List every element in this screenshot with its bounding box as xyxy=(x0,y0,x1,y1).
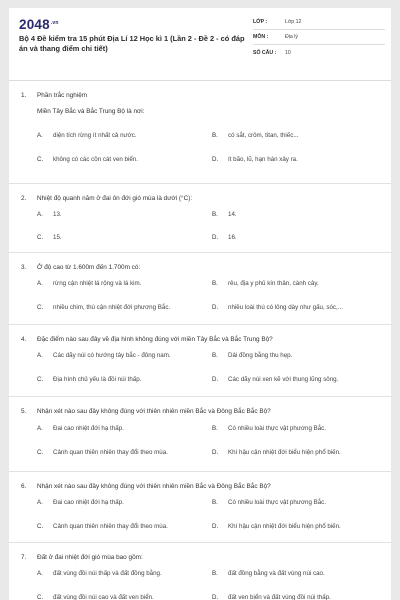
question-heading xyxy=(21,336,273,343)
option-d[interactable] xyxy=(212,376,338,383)
option-a[interactable] xyxy=(37,211,62,218)
option-letter: D. xyxy=(212,234,219,241)
option-text: ít bão, lũ, hạn hán xảy ra. xyxy=(228,156,298,163)
question-number: 7. xyxy=(21,554,27,561)
option-text: 16. xyxy=(228,234,237,241)
meta-row-subject xyxy=(253,30,385,45)
option-c[interactable] xyxy=(37,594,154,600)
question-5 xyxy=(9,397,391,472)
option-a[interactable] xyxy=(37,280,141,287)
option-text: 13. xyxy=(53,211,62,218)
option-d[interactable] xyxy=(212,449,341,456)
option-letter: C. xyxy=(37,594,44,600)
option-text: 14. xyxy=(228,211,237,218)
option-a[interactable] xyxy=(37,570,162,577)
meta-info xyxy=(253,15,385,60)
option-text: Đai cao nhiệt đới hạ thấp. xyxy=(53,499,124,506)
document-title: Bộ 4 Đề kiểm tra 15 phút Địa Lí 12 Học kì 1 (Lần 2 - Đề 2 - có đáp án và thang điểm chi tiết) xyxy=(19,34,245,54)
meta-label: MÔN : xyxy=(253,34,269,40)
question-1 xyxy=(9,81,391,184)
option-text: rêu, địa y phủ kín thân, cành cây. xyxy=(228,280,319,287)
option-b[interactable] xyxy=(212,280,319,287)
option-b[interactable] xyxy=(212,570,325,577)
option-text: không có các cồn cát ven biển. xyxy=(53,156,138,163)
question-heading xyxy=(21,92,87,99)
option-text: Có nhiều loài thực vật phương Bắc. xyxy=(228,499,326,506)
option-letter: A. xyxy=(37,499,43,506)
option-a[interactable] xyxy=(37,132,137,139)
question-text: Đặc điểm nào sau đây về địa hình không đúng với miền Tây Bắc và Bắc Trung Bộ? xyxy=(37,336,273,343)
option-text: diện tích rừng ít nhất cả nước. xyxy=(53,132,137,139)
option-d[interactable] xyxy=(212,304,343,311)
question-heading xyxy=(21,264,140,271)
option-text: đất đồng bằng và đất vùng núi cao. xyxy=(228,570,325,577)
logo-text: 2048 xyxy=(19,17,50,32)
question-text: Ở độ cao từ 1.600m đến 1.700m có: xyxy=(37,264,141,271)
option-text: nhiều loài thú có lông dày như gấu, sóc,... xyxy=(228,304,343,311)
option-a[interactable] xyxy=(37,425,124,432)
option-letter: B. xyxy=(212,425,218,432)
option-letter: B. xyxy=(212,570,218,577)
option-text: rừng cận nhiệt lá rộng và lá kim. xyxy=(53,280,142,287)
option-letter: C. xyxy=(37,234,44,241)
option-text: Các dãy núi có hướng tây bắc - đông nam. xyxy=(53,352,171,359)
option-letter: A. xyxy=(37,211,43,218)
option-letter: A. xyxy=(37,425,43,432)
site-logo[interactable] xyxy=(19,17,59,32)
meta-value: Lớp 12 xyxy=(285,19,302,25)
question-text: Nhận xét nào sau đây không đúng với thiên nhiên miền Bắc và Đông Bắc Bắc Bộ? xyxy=(37,408,271,415)
option-text: Khí hậu cận nhiệt đới biểu hiện phổ biến. xyxy=(228,523,341,530)
question-text: Nhận xét nào sau đây không đúng với thiên nhiên miền Bắc và Đông Bắc Bắc Bộ? xyxy=(37,483,271,490)
option-c[interactable] xyxy=(37,376,141,383)
option-letter: C. xyxy=(37,156,44,163)
question-4 xyxy=(9,325,391,397)
question-number: 6. xyxy=(21,483,27,490)
question-number: 5. xyxy=(21,408,27,415)
option-d[interactable] xyxy=(212,156,298,163)
option-b[interactable] xyxy=(212,499,326,506)
option-c[interactable] xyxy=(37,156,138,163)
option-letter: C. xyxy=(37,376,44,383)
option-text: Các dãy núi xen kẽ với thung lũng sông. xyxy=(228,376,339,383)
option-letter: B. xyxy=(212,211,218,218)
meta-value: Địa lý xyxy=(285,34,298,40)
option-text: Địa hình chủ yếu là đồi núi thấp. xyxy=(53,376,142,383)
logo-suffix: .vn xyxy=(50,19,59,26)
question-list xyxy=(9,81,391,600)
question-2 xyxy=(9,184,391,253)
option-letter: D. xyxy=(212,523,219,530)
option-letter: D. xyxy=(212,156,219,163)
meta-label: LỚP : xyxy=(253,19,268,25)
option-letter: D. xyxy=(212,304,219,311)
meta-row-count xyxy=(253,45,385,60)
option-letter: D. xyxy=(212,376,219,383)
option-letter: C. xyxy=(37,523,44,530)
option-letter: B. xyxy=(212,352,218,359)
question-heading xyxy=(21,554,143,561)
option-letter: A. xyxy=(37,280,43,287)
option-letter: A. xyxy=(37,132,43,139)
option-b[interactable] xyxy=(212,352,292,359)
question-subtext: Miền Tây Bắc và Bắc Trung Bộ là nơi: xyxy=(37,108,145,115)
option-letter: A. xyxy=(37,352,43,359)
option-text: Khí hậu cận nhiệt đới biểu hiện phổ biến. xyxy=(228,449,341,456)
worksheet-header xyxy=(9,8,391,66)
question-text: Phần trắc nghiệm xyxy=(37,92,88,99)
option-c[interactable] xyxy=(37,234,62,241)
option-letter: C. xyxy=(37,304,44,311)
option-c[interactable] xyxy=(37,449,168,456)
question-7 xyxy=(9,543,391,600)
option-letter: B. xyxy=(212,499,218,506)
option-b[interactable] xyxy=(212,425,326,432)
option-text: nhiều chim, thú cận nhiệt đới phương Bắc. xyxy=(53,304,171,311)
question-heading xyxy=(21,195,192,202)
option-text: Cảnh quan thiên nhiên thay đổi theo mùa. xyxy=(53,449,168,456)
option-letter: C. xyxy=(37,449,44,456)
option-letter: B. xyxy=(212,280,218,287)
question-3 xyxy=(9,253,391,325)
option-letter: D. xyxy=(212,594,219,600)
option-c[interactable] xyxy=(37,523,168,530)
question-text: Nhiệt độ quanh năm ở đai ôn đới gió mùa là dưới (°C): xyxy=(37,195,193,202)
option-text: đất vùng đồi núi cao và đất ven biển. xyxy=(53,594,154,600)
question-6 xyxy=(9,472,391,543)
option-a[interactable] xyxy=(37,499,124,506)
option-letter: B. xyxy=(212,132,218,139)
question-text: Đất ở đai nhiệt đới gió mùa bao gồm: xyxy=(37,554,143,561)
question-number: 2. xyxy=(21,195,27,202)
question-heading xyxy=(21,483,271,490)
meta-label: SỐ CÂU : xyxy=(253,49,277,56)
option-a[interactable] xyxy=(37,352,171,359)
option-letter: A. xyxy=(37,570,43,577)
question-number: 3. xyxy=(21,264,27,271)
question-number: 1. xyxy=(21,92,27,99)
option-letter: D. xyxy=(212,449,219,456)
option-text: đất ven biển và đất vùng đồi núi thấp. xyxy=(228,594,331,600)
option-text: Đai cao nhiệt đới hạ thấp. xyxy=(53,425,124,432)
option-text: 15. xyxy=(53,234,62,241)
option-text: Có nhiều loài thực vật phương Bắc. xyxy=(228,425,326,432)
option-d[interactable] xyxy=(212,594,331,600)
meta-row-class xyxy=(253,15,385,30)
option-text: Dải đồng bằng thu hẹp. xyxy=(228,352,293,359)
option-d[interactable] xyxy=(212,523,341,530)
option-text: có sắt, crôm, titan, thiếc... xyxy=(228,132,299,139)
worksheet-page xyxy=(9,8,391,600)
option-text: Cảnh quan thiên nhiên thay đổi theo mùa. xyxy=(53,523,168,530)
option-d[interactable] xyxy=(212,234,237,241)
question-heading xyxy=(21,408,271,415)
question-number: 4. xyxy=(21,336,27,343)
option-b[interactable] xyxy=(212,132,299,139)
option-text: đất vùng đồi núi thấp và đất đồng bằng. xyxy=(53,570,162,577)
meta-value: 10 xyxy=(285,49,291,56)
option-c[interactable] xyxy=(37,304,170,311)
option-b[interactable] xyxy=(212,211,237,218)
